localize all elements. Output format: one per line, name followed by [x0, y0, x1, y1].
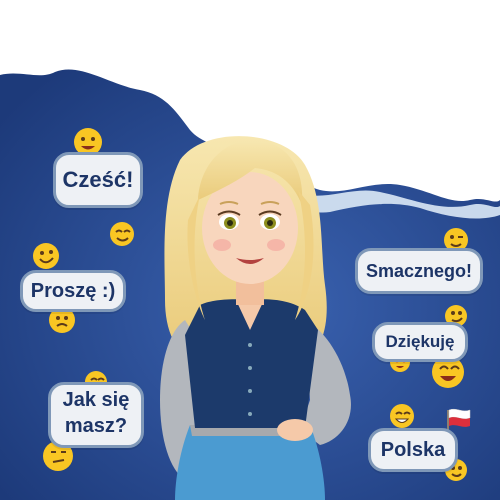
grin-emoji-icon — [33, 243, 59, 269]
bubble-czesc — [53, 152, 143, 208]
wink-emoji-icon — [110, 222, 134, 246]
bubble-jak-line2: masz? — [64, 415, 128, 437]
bubble-polska — [368, 428, 458, 472]
bubble-dziekuje-text: Dziękuję — [385, 332, 455, 351]
hand — [277, 419, 313, 441]
bubble-smacznego-text: Smacznego! — [365, 261, 473, 281]
bubble-polska-text: Polska — [380, 439, 446, 461]
bubble-smacznego — [355, 248, 483, 294]
grinning-emoji-icon — [390, 404, 414, 428]
bubble-jak-line1: Jak się — [62, 389, 130, 411]
bubble-prosze — [20, 270, 126, 312]
bubble-jak-sie-masz — [48, 382, 144, 448]
bubble-prosze-text: Proszę :) — [30, 280, 116, 302]
bubble-dziekuje — [372, 322, 468, 362]
bubble-czesc-text: Cześć! — [62, 167, 134, 192]
